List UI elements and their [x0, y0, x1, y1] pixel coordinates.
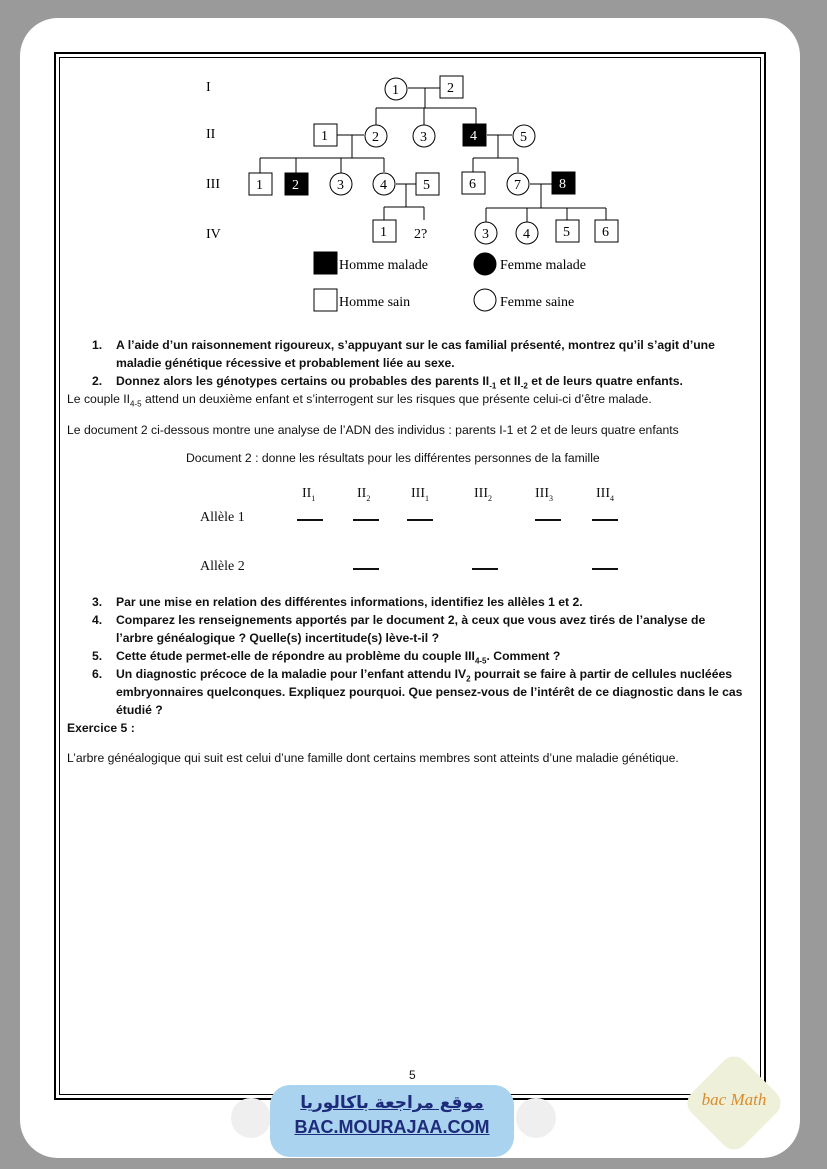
paragraph-couple: Le couple $II_{4-5}$ attend un deuxième enfant et s’interrogent sur les risques que présente celui-ci d’être malade. [67, 392, 652, 409]
legend-female-healthy-label: Femme saine [500, 295, 575, 310]
logo-icon [516, 1098, 556, 1138]
gen-label-i: I [206, 80, 211, 95]
individual-ii1 [314, 124, 337, 146]
individual-iv4 [516, 222, 538, 244]
svg-text:1: 1 [392, 83, 399, 98]
allele-dash [472, 568, 498, 570]
svg-text:2: 2 [292, 178, 299, 193]
legend-male-affected-label: Homme malade [339, 258, 429, 273]
legend-female-affected-symbol [474, 253, 496, 275]
individual-ii3 [413, 125, 435, 147]
column-header: $III_3$ [535, 486, 553, 503]
svg-text:2: 2 [372, 130, 379, 145]
svg-text:5: 5 [563, 225, 570, 240]
svg-text:3: 3 [482, 227, 489, 242]
svg-text:4: 4 [470, 129, 477, 144]
legend-male-healthy-symbol [314, 289, 337, 311]
gen-label-ii: II [206, 127, 216, 142]
svg-text:4: 4 [380, 178, 387, 193]
individual-i2 [440, 76, 463, 98]
allele-dash [297, 519, 323, 521]
svg-text:3: 3 [337, 178, 344, 193]
column-header: $III_4$ [596, 486, 614, 503]
individual-ii5 [513, 125, 535, 147]
individual-i1 [385, 78, 407, 100]
individual-iv3 [475, 222, 497, 244]
svg-text:3: 3 [420, 130, 427, 145]
svg-text:5: 5 [520, 130, 527, 145]
svg-text:7: 7 [514, 178, 521, 193]
allele-dash [592, 519, 618, 521]
column-header: $II_1$ [302, 486, 316, 503]
svg-text:5: 5 [423, 178, 430, 193]
pedigree-tree [0, 0, 827, 330]
svg-text:6: 6 [602, 225, 609, 240]
individual-iii7 [507, 173, 529, 195]
legend-female-affected-label: Femme malade [500, 258, 586, 273]
svg-text:2?: 2? [414, 227, 428, 242]
exercise-5-text: L’arbre généalogique qui suit est celui d’une famille dont certains membres sont atteints d’une maladie génétique. [67, 751, 679, 765]
allele-dash [535, 519, 561, 521]
allele-2-label: Allèle 2 [200, 559, 245, 574]
legend [314, 252, 586, 311]
column-header: $III_2$ [474, 486, 492, 503]
individual-iii1 [249, 173, 272, 195]
svg-text:1: 1 [321, 129, 328, 144]
allele-dash [353, 519, 379, 521]
page-number: 5 [409, 1068, 416, 1082]
individual-iii3 [330, 173, 352, 195]
paragraph-adn: Le document 2 ci-dessous montre une analyse de l’ADN des individus : parents I-1 et 2 et de leurs quatre enfants [67, 423, 679, 437]
individual-iv2 [414, 227, 427, 242]
gen-label-iii: III [206, 177, 220, 192]
individual-iii5 [416, 173, 439, 195]
exercise-5-title: Exercice 5 : [67, 721, 135, 735]
site-banner[interactable] [270, 1085, 514, 1157]
gen-label-iv: IV [206, 227, 221, 242]
individual-iii2 [285, 173, 308, 195]
allele-dash [353, 568, 379, 570]
individual-iv5 [556, 220, 579, 242]
individual-ii4 [463, 124, 486, 146]
individual-iii4 [373, 173, 395, 195]
allele-1-label: Allèle 1 [200, 510, 245, 525]
individual-iv6 [595, 220, 618, 242]
column-header: $II_2$ [357, 486, 371, 503]
logo-icon [231, 1098, 271, 1138]
legend-male-healthy-label: Homme sain [339, 295, 411, 310]
document-2-title: Document 2 : donne les résultats pour les différentes personnes de la famille [186, 451, 600, 465]
banner-arabic-text: موقع مراجعة باكالوريا [300, 1093, 484, 1113]
svg-text:4: 4 [523, 227, 530, 242]
allele-dash [407, 519, 433, 521]
svg-text:8: 8 [559, 177, 566, 192]
allele-dash [592, 568, 618, 570]
svg-text:1: 1 [256, 178, 263, 193]
individual-iii8 [552, 172, 575, 194]
svg-text:2: 2 [447, 81, 454, 96]
individual-iv1 [373, 220, 396, 242]
banner-url-link[interactable]: BAC.MOURAJAA.COM [294, 1117, 490, 1137]
individual-iii6 [462, 172, 485, 194]
legend-male-affected-symbol [314, 252, 337, 274]
bac-math-badge-text: bac Math [701, 1090, 767, 1109]
column-header: $III_1$ [411, 486, 429, 503]
svg-text:1: 1 [380, 225, 387, 240]
svg-text:6: 6 [469, 177, 476, 192]
legend-female-healthy-symbol [474, 289, 496, 311]
individual-ii2 [365, 125, 387, 147]
